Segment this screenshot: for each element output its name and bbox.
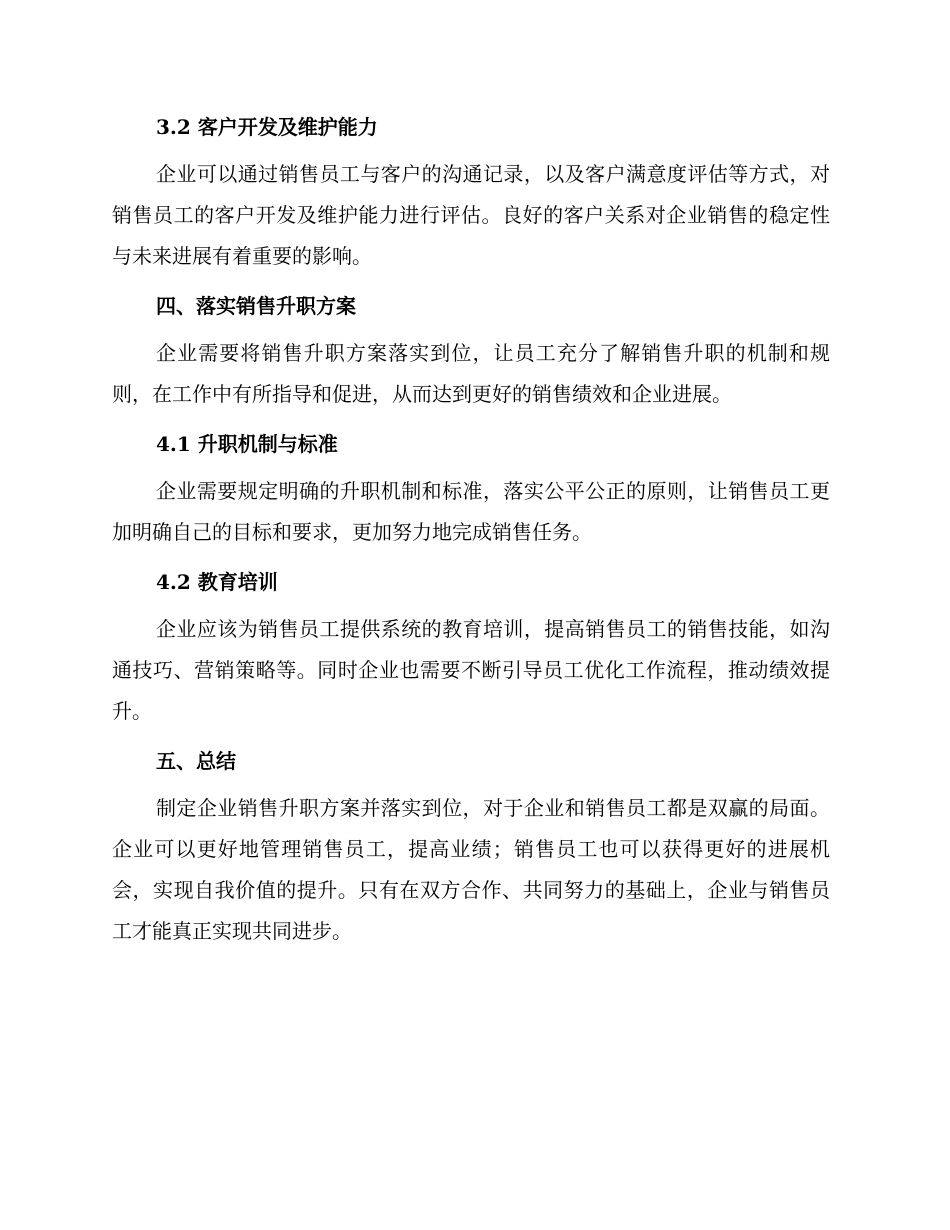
section-paragraph-4: 企业需要将销售升职方案落实到位，让员工充分了解销售升职的机制和规则，在工作中有所指导和促进，从而达到更好的销售绩效和企业进展。: [112, 341, 830, 406]
section-heading-4-1: 4.1 升职机制与标准: [156, 432, 338, 456]
section-heading-3-2: 3.2 客户开发及维护能力: [156, 115, 378, 139]
section-heading-4-2: 4.2 教育培训: [156, 570, 278, 594]
section-paragraph-4-2: 企业应该为销售员工提供系统的教育培训，提高销售员工的销售技能，如沟通技巧、营销策略等。同时企业也需要不断引导员工优化工作流程，推动绩效提升。: [112, 617, 830, 723]
section-paragraph-5: 制定企业销售升职方案并落实到位，对于企业和销售员工都是双赢的局面。企业可以更好地管理销售员工，提高业绩；销售员工也可以获得更好的进展机会，实现自我价值的提升。只有在双方合作、共同努力的基础上，企业与销售员工才能真正实现共同进步。: [112, 796, 830, 943]
section-heading-4: 四、落实销售升职方案: [156, 294, 356, 318]
section-paragraph-3-2: 企业可以通过销售员工与客户的沟通记录，以及客户满意度评估等方式，对销售员工的客户开发及维护能力进行评估。良好的客户关系对企业销售的稳定性与未来进展有着重要的影响。: [112, 162, 830, 268]
document-body: [112, 110, 830, 952]
section-paragraph-4-1: 企业需要规定明确的升职机制和标准，落实公平公正的原则，让销售员工更加明确自己的目标和要求，更加努力地完成销售任务。: [112, 479, 830, 544]
section-heading-5: 五、总结: [156, 749, 236, 773]
